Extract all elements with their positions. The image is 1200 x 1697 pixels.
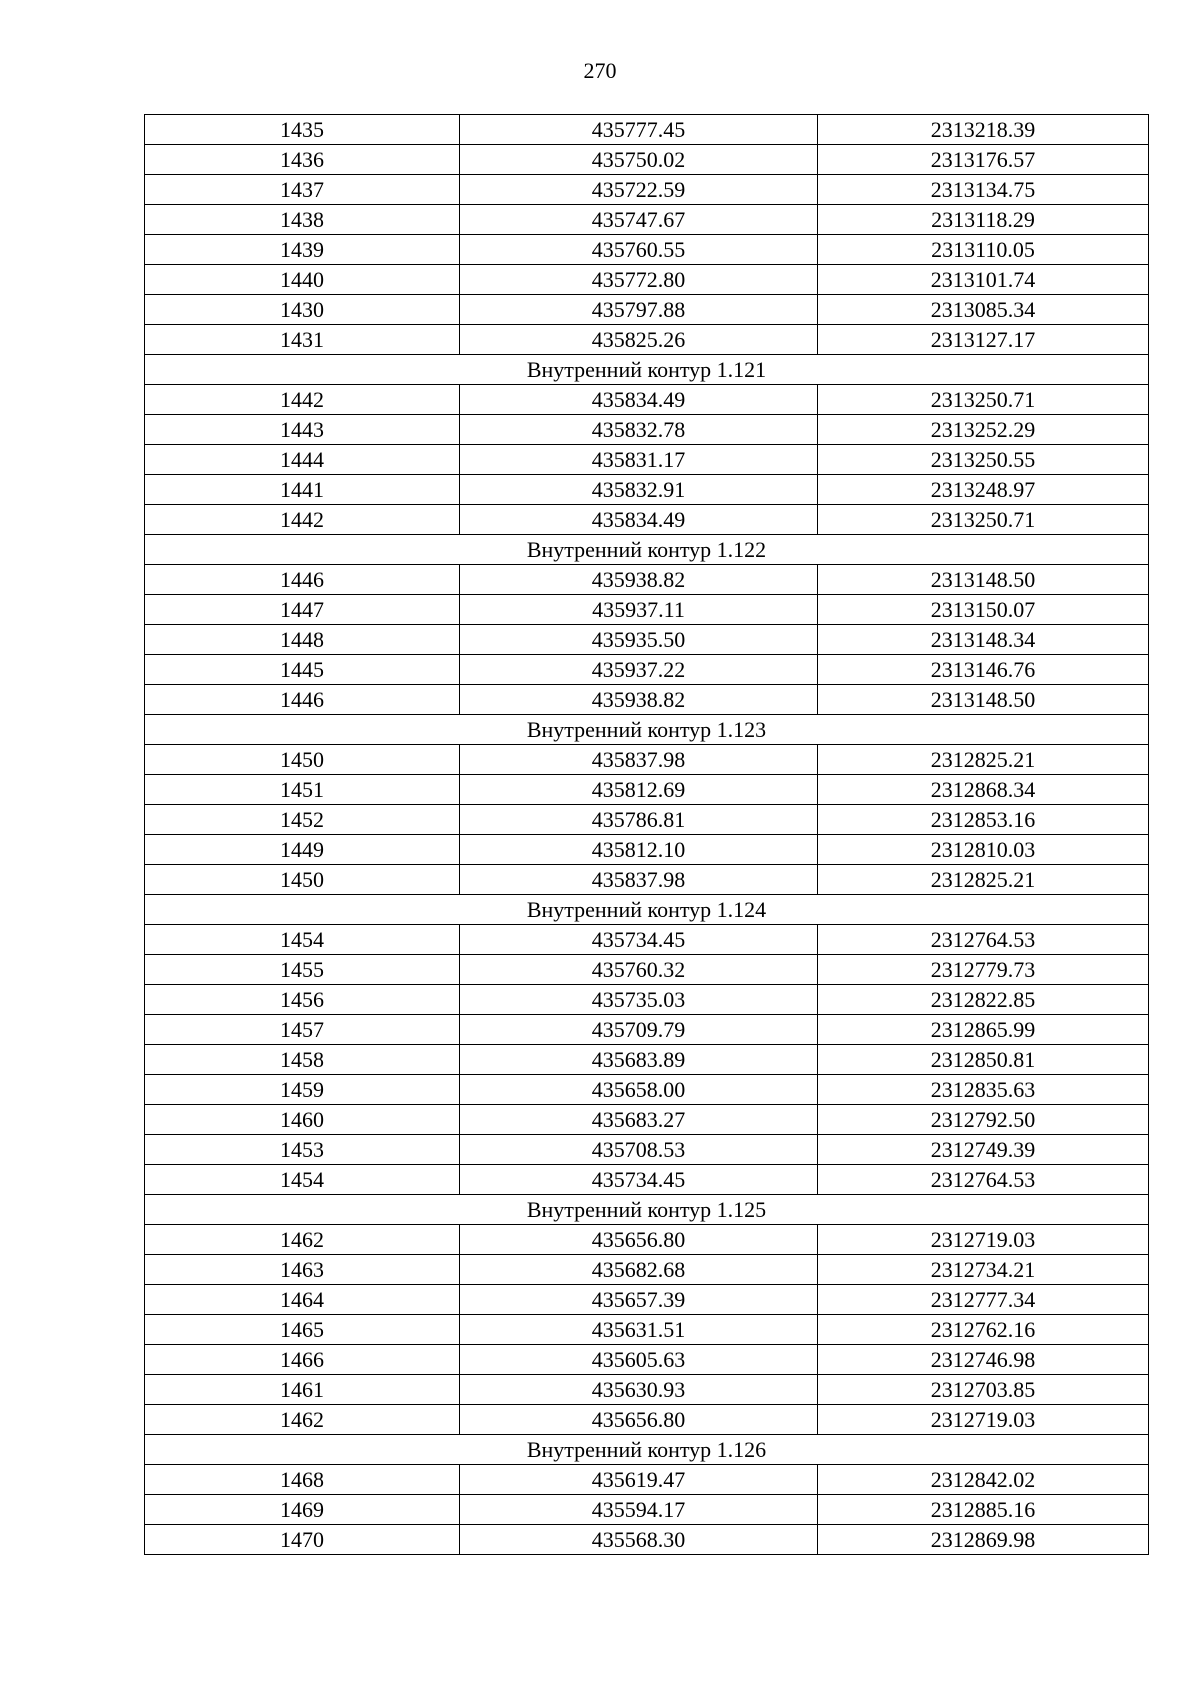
y-coordinate-cell: 2313101.74 (818, 265, 1149, 295)
y-coordinate-cell: 2313176.57 (818, 145, 1149, 175)
y-coordinate-cell: 2313250.71 (818, 505, 1149, 535)
y-coordinate-cell: 2312865.99 (818, 1015, 1149, 1045)
x-coordinate-cell: 435812.10 (460, 835, 818, 865)
y-coordinate-cell: 2313134.75 (818, 175, 1149, 205)
table-row (145, 1285, 1149, 1315)
section-header-row (145, 715, 1149, 745)
table-row (145, 1405, 1149, 1435)
x-coordinate-cell: 435832.91 (460, 475, 818, 505)
section-header: Внутренний контур 1.123 (145, 715, 1149, 745)
y-coordinate-cell: 2313148.50 (818, 565, 1149, 595)
x-coordinate-cell: 435834.49 (460, 505, 818, 535)
y-coordinate-cell: 2313127.17 (818, 325, 1149, 355)
x-coordinate-cell: 435747.67 (460, 205, 818, 235)
point-number-cell: 1437 (145, 175, 460, 205)
point-number-cell: 1450 (145, 745, 460, 775)
point-number-cell: 1455 (145, 955, 460, 985)
section-header-row (145, 355, 1149, 385)
x-coordinate-cell: 435834.49 (460, 385, 818, 415)
x-coordinate-cell: 435734.45 (460, 925, 818, 955)
y-coordinate-cell: 2313146.76 (818, 655, 1149, 685)
y-coordinate-cell: 2312792.50 (818, 1105, 1149, 1135)
point-number-cell: 1463 (145, 1255, 460, 1285)
y-coordinate-cell: 2312822.85 (818, 985, 1149, 1015)
point-number-cell: 1462 (145, 1405, 460, 1435)
x-coordinate-cell: 435722.59 (460, 175, 818, 205)
x-coordinate-cell: 435760.32 (460, 955, 818, 985)
point-number-cell: 1457 (145, 1015, 460, 1045)
point-number-cell: 1447 (145, 595, 460, 625)
point-number-cell: 1452 (145, 805, 460, 835)
table-row (145, 835, 1149, 865)
point-number-cell: 1459 (145, 1075, 460, 1105)
section-header-row (145, 535, 1149, 565)
y-coordinate-cell: 2313110.05 (818, 235, 1149, 265)
point-number-cell: 1454 (145, 1165, 460, 1195)
x-coordinate-cell: 435619.47 (460, 1465, 818, 1495)
x-coordinate-cell: 435734.45 (460, 1165, 818, 1195)
x-coordinate-cell: 435708.53 (460, 1135, 818, 1165)
table-row (145, 1465, 1149, 1495)
section-header-row (145, 1435, 1149, 1465)
section-header: Внутренний контур 1.121 (145, 355, 1149, 385)
table-row (145, 595, 1149, 625)
table-row (145, 565, 1149, 595)
y-coordinate-cell: 2313118.29 (818, 205, 1149, 235)
section-header: Внутренний контур 1.122 (145, 535, 1149, 565)
point-number-cell: 1465 (145, 1315, 460, 1345)
table-row (145, 1375, 1149, 1405)
x-coordinate-cell: 435797.88 (460, 295, 818, 325)
point-number-cell: 1442 (145, 505, 460, 535)
point-number-cell: 1453 (145, 1135, 460, 1165)
table-row (145, 385, 1149, 415)
point-number-cell: 1440 (145, 265, 460, 295)
point-number-cell: 1435 (145, 115, 460, 145)
table-row (145, 205, 1149, 235)
y-coordinate-cell: 2312850.81 (818, 1045, 1149, 1075)
y-coordinate-cell: 2312853.16 (818, 805, 1149, 835)
table-row (145, 1525, 1149, 1555)
point-number-cell: 1469 (145, 1495, 460, 1525)
table-row (145, 1315, 1149, 1345)
y-coordinate-cell: 2312762.16 (818, 1315, 1149, 1345)
table-row (145, 625, 1149, 655)
x-coordinate-cell: 435812.69 (460, 775, 818, 805)
x-coordinate-cell: 435935.50 (460, 625, 818, 655)
y-coordinate-cell: 2313148.34 (818, 625, 1149, 655)
x-coordinate-cell: 435937.11 (460, 595, 818, 625)
table-row (145, 805, 1149, 835)
point-number-cell: 1461 (145, 1375, 460, 1405)
point-number-cell: 1456 (145, 985, 460, 1015)
y-coordinate-cell: 2312749.39 (818, 1135, 1149, 1165)
x-coordinate-cell: 435683.89 (460, 1045, 818, 1075)
table-row (145, 685, 1149, 715)
point-number-cell: 1442 (145, 385, 460, 415)
y-coordinate-cell: 2312734.21 (818, 1255, 1149, 1285)
table-row (145, 1135, 1149, 1165)
y-coordinate-cell: 2312764.53 (818, 1165, 1149, 1195)
x-coordinate-cell: 435837.98 (460, 865, 818, 895)
coordinates-table-body (145, 115, 1149, 1555)
x-coordinate-cell: 435837.98 (460, 745, 818, 775)
page-number: 270 (583, 58, 617, 83)
table-row (145, 865, 1149, 895)
x-coordinate-cell: 435938.82 (460, 685, 818, 715)
x-coordinate-cell: 435786.81 (460, 805, 818, 835)
table-row (145, 955, 1149, 985)
table-row (145, 115, 1149, 145)
y-coordinate-cell: 2313150.07 (818, 595, 1149, 625)
x-coordinate-cell: 435735.03 (460, 985, 818, 1015)
y-coordinate-cell: 2313250.71 (818, 385, 1149, 415)
point-number-cell: 1441 (145, 475, 460, 505)
y-coordinate-cell: 2312746.98 (818, 1345, 1149, 1375)
x-coordinate-cell: 435831.17 (460, 445, 818, 475)
x-coordinate-cell: 435658.00 (460, 1075, 818, 1105)
y-coordinate-cell: 2312835.63 (818, 1075, 1149, 1105)
table-row (145, 445, 1149, 475)
x-coordinate-cell: 435832.78 (460, 415, 818, 445)
y-coordinate-cell: 2312842.02 (818, 1465, 1149, 1495)
point-number-cell: 1446 (145, 565, 460, 595)
point-number-cell: 1431 (145, 325, 460, 355)
table-row (145, 325, 1149, 355)
point-number-cell: 1446 (145, 685, 460, 715)
table-row (145, 1015, 1149, 1045)
table-row (145, 1495, 1149, 1525)
y-coordinate-cell: 2312885.16 (818, 1495, 1149, 1525)
table-row (145, 1105, 1149, 1135)
y-coordinate-cell: 2313218.39 (818, 115, 1149, 145)
table-row (145, 985, 1149, 1015)
point-number-cell: 1462 (145, 1225, 460, 1255)
section-header-row (145, 895, 1149, 925)
y-coordinate-cell: 2313252.29 (818, 415, 1149, 445)
point-number-cell: 1454 (145, 925, 460, 955)
x-coordinate-cell: 435605.63 (460, 1345, 818, 1375)
y-coordinate-cell: 2312810.03 (818, 835, 1149, 865)
point-number-cell: 1458 (145, 1045, 460, 1075)
x-coordinate-cell: 435760.55 (460, 235, 818, 265)
x-coordinate-cell: 435938.82 (460, 565, 818, 595)
table-row (145, 505, 1149, 535)
y-coordinate-cell: 2312868.34 (818, 775, 1149, 805)
x-coordinate-cell: 435656.80 (460, 1405, 818, 1435)
x-coordinate-cell: 435937.22 (460, 655, 818, 685)
y-coordinate-cell: 2312703.85 (818, 1375, 1149, 1405)
table-row (145, 925, 1149, 955)
point-number-cell: 1448 (145, 625, 460, 655)
table-row (145, 655, 1149, 685)
y-coordinate-cell: 2313085.34 (818, 295, 1149, 325)
table-row (145, 1045, 1149, 1075)
table-row (145, 775, 1149, 805)
point-number-cell: 1466 (145, 1345, 460, 1375)
section-header: Внутренний контур 1.124 (145, 895, 1149, 925)
y-coordinate-cell: 2312777.34 (818, 1285, 1149, 1315)
x-coordinate-cell: 435825.26 (460, 325, 818, 355)
point-number-cell: 1438 (145, 205, 460, 235)
table-row (145, 175, 1149, 205)
table-row (145, 1075, 1149, 1105)
y-coordinate-cell: 2312869.98 (818, 1525, 1149, 1555)
y-coordinate-cell: 2313148.50 (818, 685, 1149, 715)
table-row (145, 1225, 1149, 1255)
y-coordinate-cell: 2312825.21 (818, 745, 1149, 775)
x-coordinate-cell: 435777.45 (460, 115, 818, 145)
point-number-cell: 1468 (145, 1465, 460, 1495)
point-number-cell: 1439 (145, 235, 460, 265)
table-row (145, 265, 1149, 295)
y-coordinate-cell: 2313250.55 (818, 445, 1149, 475)
x-coordinate-cell: 435682.68 (460, 1255, 818, 1285)
point-number-cell: 1444 (145, 445, 460, 475)
point-number-cell: 1450 (145, 865, 460, 895)
y-coordinate-cell: 2312825.21 (818, 865, 1149, 895)
table-row (145, 1345, 1149, 1375)
x-coordinate-cell: 435630.93 (460, 1375, 818, 1405)
point-number-cell: 1451 (145, 775, 460, 805)
point-number-cell: 1464 (145, 1285, 460, 1315)
point-number-cell: 1430 (145, 295, 460, 325)
x-coordinate-cell: 435772.80 (460, 265, 818, 295)
table-row (145, 745, 1149, 775)
table-row (145, 145, 1149, 175)
y-coordinate-cell: 2312779.73 (818, 955, 1149, 985)
section-header: Внутренний контур 1.125 (145, 1195, 1149, 1225)
point-number-cell: 1460 (145, 1105, 460, 1135)
table-row (145, 415, 1149, 445)
x-coordinate-cell: 435568.30 (460, 1525, 818, 1555)
x-coordinate-cell: 435656.80 (460, 1225, 818, 1255)
table-row (145, 1255, 1149, 1285)
x-coordinate-cell: 435709.79 (460, 1015, 818, 1045)
x-coordinate-cell: 435631.51 (460, 1315, 818, 1345)
x-coordinate-cell: 435750.02 (460, 145, 818, 175)
table-row (145, 475, 1149, 505)
y-coordinate-cell: 2312719.03 (818, 1405, 1149, 1435)
point-number-cell: 1449 (145, 835, 460, 865)
x-coordinate-cell: 435657.39 (460, 1285, 818, 1315)
coordinates-table (144, 114, 1149, 1555)
point-number-cell: 1436 (145, 145, 460, 175)
y-coordinate-cell: 2312719.03 (818, 1225, 1149, 1255)
table-row (145, 1165, 1149, 1195)
point-number-cell: 1470 (145, 1525, 460, 1555)
table-row (145, 295, 1149, 325)
point-number-cell: 1443 (145, 415, 460, 445)
y-coordinate-cell: 2313248.97 (818, 475, 1149, 505)
x-coordinate-cell: 435683.27 (460, 1105, 818, 1135)
table-row (145, 235, 1149, 265)
section-header-row (145, 1195, 1149, 1225)
point-number-cell: 1445 (145, 655, 460, 685)
y-coordinate-cell: 2312764.53 (818, 925, 1149, 955)
x-coordinate-cell: 435594.17 (460, 1495, 818, 1525)
section-header: Внутренний контур 1.126 (145, 1435, 1149, 1465)
